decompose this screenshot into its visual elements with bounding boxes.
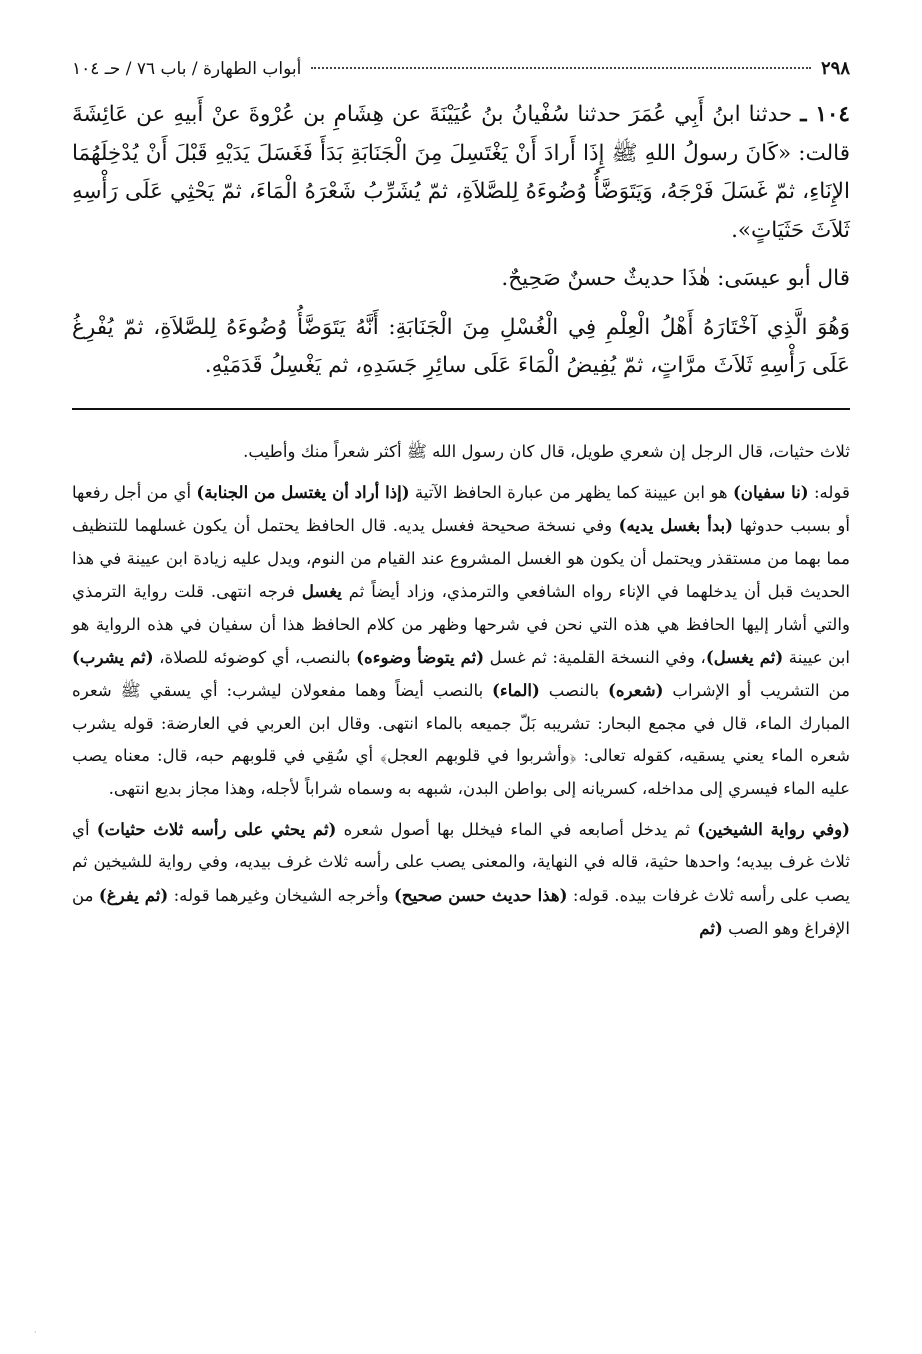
hadith-fiqh-note: وَهُوَ الَّذِي آخْتَارَهُ أَهْلُ الْعِلْمِ فِي الْغُسْلِ مِنَ الْجَنَابَةِ: أَنَّهُ يَتَوَضَّأُ وُضُوءَهُ لِلصَّلاَةِ، ثمّ يُفْرِغُ عَلَى رَأْسِهِ ثَلاَثَ مرَّاتٍ، ثمّ يُفِيضُ الْمَاءَ عَلَى سائِرِ جَسَدِهِ، ثم يَغْسِلُ قَدَمَيْهِ. bbox=[72, 314, 850, 378]
commentary-keyword: (ثم يتوضأ وضوءه) bbox=[356, 646, 485, 667]
commentary-keyword: (وفي رواية الشيخين) bbox=[697, 818, 851, 839]
commentary-keyword: (هذا حديث حسن صحيح) bbox=[394, 884, 568, 905]
commentary-text: من التشريب أو الإشراب bbox=[663, 681, 850, 701]
commentary-paragraph-3 bbox=[72, 813, 850, 946]
commentary bbox=[72, 436, 850, 946]
commentary-paragraph-1: ثلاث حثيات، قال الرجل إن شعري طويل، قال كان رسول الله ﷺ أكثر شعراً منك وأطيب. bbox=[243, 441, 850, 461]
commentary-text: بالنصب أيضاً وهما مفعولان ليشرب: أي يسقي ﷺ شعره المبارك الماء، قال في مجمع البحار: تشريبه بَلّ جميعه بالماء انتهى. وقال ابن العربي في العارضة: قوله يشرب شعره الماء يعني يسقيه، كقوله تعالى: ﴿وأشربوا في قلوبهم العجل﴾ أي سُقِي في قلوبهم حبه، قال: معناه يصب عليه الماء فيسري إلى مداخله، كسريانه إلى بواطن البدن، شبهه به وسماه شراباً لأجله، وهذا مجاز بديع انتهى. bbox=[72, 681, 850, 798]
commentary-text: بالنصب bbox=[539, 681, 609, 701]
commentary-keyword: (بدأ بغسل يديه) bbox=[618, 515, 733, 536]
commentary-keyword: (شعره) bbox=[608, 680, 664, 701]
commentary-keyword: (ثم يغسل) bbox=[705, 646, 784, 667]
hadith-paragraph bbox=[72, 96, 850, 250]
commentary-text: هو ابن عيينة كما يظهر من عبارة الحافظ الآتية bbox=[409, 482, 733, 502]
commentary-text: وأخرجه الشيخان وغيرهما قوله: bbox=[168, 885, 395, 905]
commentary-text: أي من أجل رفعها أو بسبب حدوثها bbox=[72, 482, 850, 536]
commentary-keyword: يغسل bbox=[301, 581, 342, 602]
commentary-text: وفي نسخة صحيحة فغسل يديه. قال الحافظ يحتمل أن يكون غسلهما للتنظيف مما بهما من مستقذر ويحتمل أن يكون هو الغسل المشروع عند القيام من النوم، ويدل عليه زيادة ابن عيينة في هذا الحديث قبل أن يدخلهما في الإناء رواه الشافعي والترمذي، وزاد أيضاً ثم bbox=[72, 516, 850, 602]
header-dotted-leader bbox=[311, 67, 811, 69]
commentary-text: قوله: bbox=[808, 482, 850, 502]
commentary-keyword: (الماء) bbox=[492, 680, 540, 701]
commentary-keyword: (ثم يشرب) bbox=[72, 646, 154, 667]
commentary-keyword: (ثم يحثي على رأسه ثلاث حثيات) bbox=[96, 818, 337, 839]
hadith-text bbox=[72, 96, 850, 386]
hadith-grading: قال أبو عيسَى: هٰذَا حديثٌ حسنٌ صَحِيحٌ. bbox=[501, 266, 850, 291]
commentary-keyword: (نا سفيان) bbox=[732, 481, 809, 502]
hadith-number: ١٠٤ ـ bbox=[800, 102, 850, 127]
hadith-isnad: حدثنا ابنُ أَبِي عُمَرَ حدثنا سُفْيانُ بنُ عُيَيْنَةَ عن هِشَامِ بن عُرْوةَ عنْ أَبيهِ عن عَائِشَةَ قالت: bbox=[72, 102, 850, 166]
commentary-keyword: (إذا أراد أن يغتسل من الجنابة) bbox=[196, 481, 410, 502]
commentary-keyword: (ثم يفرغ) bbox=[98, 884, 169, 905]
commentary-text: بالنصب، أي كوضوئه للصلاة، bbox=[153, 647, 357, 667]
footnote-divider bbox=[72, 408, 850, 410]
commentary-text: ثم يدخل أصابعه في الماء فيخلل بها أصول شعره bbox=[336, 819, 698, 839]
commentary-text: ، وفي النسخة القلمية: ثم غسل bbox=[484, 647, 706, 667]
commentary-text: أي ثلاث غرف بيديه؛ واحدها حثية، قاله في النهاية، والمعنى يصب على رأسه ثلاث غرف بيديه، وفي رواية للشيخين ثم يصب على رأسه ثلاث غرفات بيده. قوله: bbox=[72, 819, 851, 905]
commentary-text: فرجه انتهى. قلت رواية الترمذي والتي أشار إليها الحافظ هي هذه التي نحن في شرحها وظهر من كلام الحافظ هذا أن سفيان في هذه الرواية هو ابن عيينة bbox=[72, 582, 851, 667]
running-title: أبواب الطهارة / باب ٧٦ / حـ ١٠٤ bbox=[72, 59, 302, 79]
page-number: ٢٩٨ bbox=[820, 58, 850, 79]
book-page bbox=[72, 58, 850, 946]
hadith-matn: «كَانَ رسولُ اللهِ ﷺ إِذَا أَرادَ أَنْ يَغْتَسِلَ مِنَ الْجَنَابَةِ بَدَأَ فَغَسَلَ يَدَيْهِ قَبْلَ أَنْ يُدْخِلَهُمَا الإِنَاءِ، ثمّ غَسَلَ فَرْجَهُ، وَيَتَوَضَّأُ وُضُوءَهُ لِلصَّلاَةِ، ثمّ يُشَرِّبُ شَعْرَهُ الْمَاءَ، ثمّ يَحْثِي عَلَى رَأْسِهِ ثَلاَثَ حَثَيَاتٍ». bbox=[72, 140, 850, 243]
commentary-text: من الإفراغ وهو الصب bbox=[72, 885, 850, 939]
commentary-keyword: (ثم bbox=[699, 918, 723, 939]
scan-speck: · bbox=[34, 1328, 37, 1337]
commentary-paragraph-2 bbox=[72, 476, 850, 805]
page-header bbox=[72, 58, 850, 86]
